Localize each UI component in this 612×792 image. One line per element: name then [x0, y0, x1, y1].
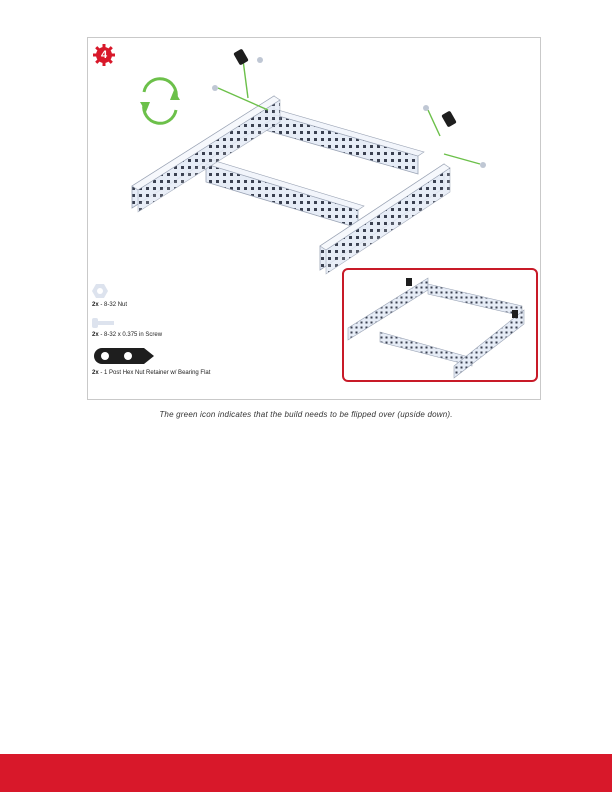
part-name: 8-32 Nut: [104, 302, 128, 308]
part-qty: 2x: [92, 370, 99, 376]
part-row: 2x - 1 Post Hex Nut Retainer w/ Bearing Flat: [92, 370, 211, 376]
figure-caption: The green icon indicates that the build needs to be flipped over (upside down).: [159, 410, 453, 419]
hardware-left: [212, 48, 268, 110]
part-row: 2x - 8-32 Nut: [92, 302, 128, 308]
instruction-figure: [87, 37, 541, 400]
part-name: 1 Post Hex Nut Retainer w/ Bearing Flat: [104, 370, 211, 376]
part-name: 8-32 x 0.375 in Screw: [104, 332, 163, 338]
result-preview-inset: [342, 268, 538, 382]
flip-over-icon: [140, 79, 180, 124]
part-qty: 2x: [92, 332, 99, 338]
part-qty: 2x: [92, 302, 99, 308]
step-badge: [93, 44, 115, 66]
part-row: 2x - 8-32 x 0.375 in Screw: [92, 332, 163, 338]
hardware-right: [423, 105, 486, 168]
step-number: 4: [100, 49, 108, 61]
flipped-frame-illustration: [344, 270, 536, 380]
frame-assembly: [132, 96, 450, 274]
footer-bar: [0, 754, 612, 792]
